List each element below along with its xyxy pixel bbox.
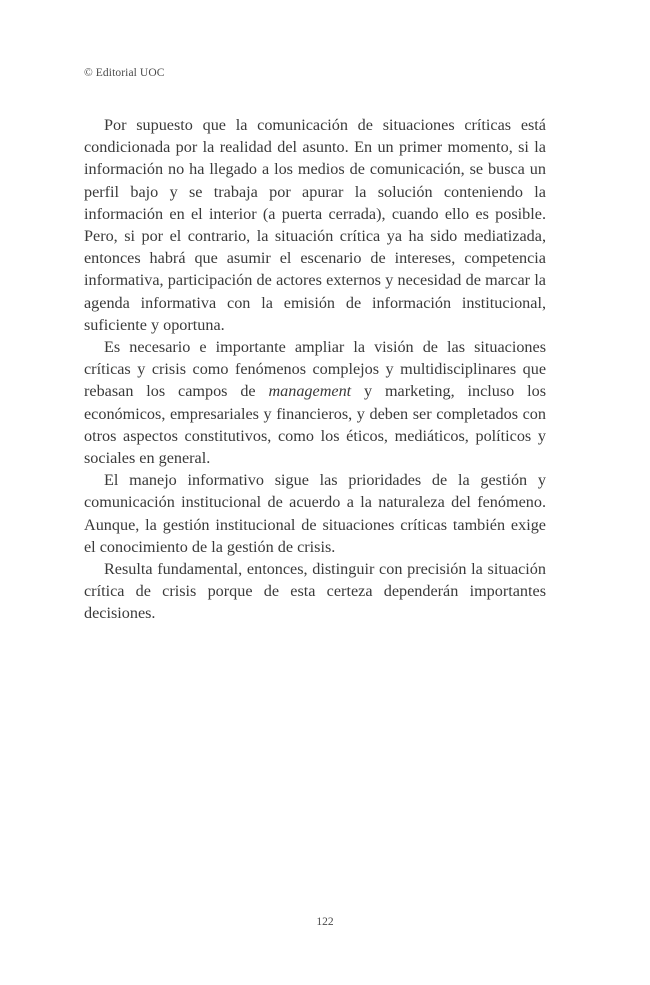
body-text xyxy=(84,114,546,625)
paragraph-2-text-after: y marketing, incluso los económicos, empresariales y financieros, y deben ser completados con otros aspectos constitutivos, como los éticos, mediáticos, políticos y sociales en general. xyxy=(84,382,546,468)
paragraph-1: Por supuesto que la comunicación de situaciones críticas está condicionada por la realidad del asunto. En un primer momento, si la información no ha llegado a los medios de comunicación, se busca un perfil bajo y se trabaja por apurar la solución conteniendo la información en el interior (a puerta cerrada), cuando ello es posible. Pero, si por el contrario, la situación crítica ya ha sido mediatizada, entonces habrá que asumir el escenario de intereses, competencia informativa, participación de actores externos y necesidad de marcar la agenda informativa con la emisión de información institucional, suficiente y oportuna. xyxy=(84,116,546,334)
running-head: © Editorial UOC xyxy=(84,67,165,79)
paragraph-2-text-before: Es necesario e importante ampliar la visión de las situaciones críticas y crisis como fenómenos complejos y multidisciplinares que rebasan los campos de xyxy=(84,338,546,401)
paragraph-2 xyxy=(84,336,546,469)
page-number: 122 xyxy=(316,916,334,928)
paragraph-4: Resulta fundamental, entonces, distinguir con precisión la situación crítica de crisis porque de esta certeza dependerán importantes decisiones. xyxy=(84,560,546,623)
italic-term-management: management xyxy=(268,382,352,401)
paragraph-3: El manejo informativo sigue las prioridades de la gestión y comunicación institucional de acuerdo a la naturaleza del fenómeno. Aunque, la gestión institucional de situaciones críticas también exige el conocimiento de la gestión de crisis. xyxy=(84,471,546,556)
